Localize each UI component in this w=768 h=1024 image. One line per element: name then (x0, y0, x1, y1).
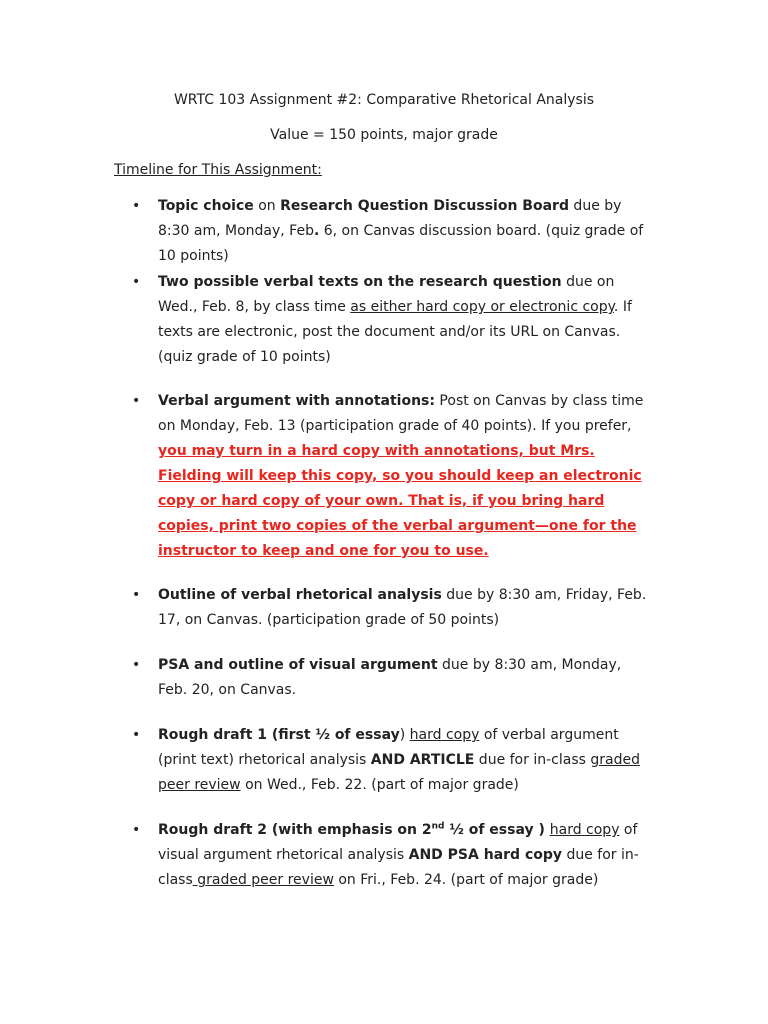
document-title: WRTC 103 Assignment #2: Comparative Rhetorical Analysis (173, 92, 595, 108)
item-bold: AND PSA hard copy (408, 847, 563, 863)
item-text: on (253, 198, 281, 214)
item-text: ) (399, 727, 410, 743)
item-bold: Outline of verbal rhetorical analysis (158, 587, 442, 603)
item-bold: Two possible verbal texts on the research question (158, 274, 562, 290)
item-text: due for in-class (474, 752, 591, 768)
item-underline: hard copy (549, 822, 620, 838)
item-bold: Verbal argument with annotations: (158, 393, 435, 409)
value-line: Value = 150 points, major grade (270, 127, 498, 143)
item-text: due by 8:30 am, Friday, Feb. 17, on Canvas. (participation grade of 50 points) (158, 587, 647, 628)
item-text: due by 8:30 am, Monday, Feb (158, 198, 622, 239)
item-text: of visual argument rhetorical analysis (158, 822, 638, 863)
list-item-outline-verbal (132, 583, 648, 633)
item-text: due on Wed., Feb. 8, by class time (158, 274, 615, 315)
bullet-icon: • (132, 198, 141, 214)
item-text: 6, on Canvas discussion board. (quiz grade of 10 points) (158, 223, 644, 264)
item-underline: graded peer review (158, 752, 640, 793)
timeline-heading: Timeline for This Assignment: (114, 162, 322, 178)
list-item-psa-outline (132, 653, 648, 703)
item-text: . If texts are electronic, post the document and/or its URL on Canvas. (quiz grade of 10 points) (158, 299, 632, 365)
item-text: on Fri., Feb. 24. (part of major grade) (333, 872, 599, 888)
item-bold: Rough draft 1 (first ½ of essay (158, 727, 400, 743)
item-text: due for in-class (158, 847, 639, 888)
list-item-verbal-argument (132, 389, 648, 564)
item-text: due by 8:30 am, Monday, Feb. 20, on Canvas. (158, 657, 622, 698)
bullet-icon: • (132, 274, 141, 290)
item-bold: Research Question Discussion Board (280, 198, 569, 214)
item-bold: ½ of essay ) (444, 822, 550, 838)
item-superscript: nd (431, 821, 445, 832)
item-text: on Wed., Feb. 22. (part of major grade) (240, 777, 519, 793)
item-underline: as either hard copy or electronic copy (350, 299, 614, 315)
item-underline: graded peer review (192, 872, 334, 888)
bullet-icon: • (132, 822, 141, 838)
bullet-icon: • (132, 393, 141, 409)
item-bold: . (313, 223, 320, 239)
bullet-icon: • (132, 657, 141, 673)
list-item-rough-draft-1 (132, 723, 648, 798)
list-item-rough-draft-2 (132, 818, 648, 893)
item-bold: Topic choice (158, 198, 254, 214)
item-underline: hard copy (409, 727, 480, 743)
list-item-topic-choice (132, 194, 648, 269)
item-bold: AND ARTICLE (370, 752, 475, 768)
red-notice: you may turn in a hard copy with annotations, but Mrs. Fielding will keep this copy, so you should keep an electronic copy or hard copy of your own. That is, if you bring hard copies, print two copies of the verbal argument—one for the instructor to keep and one for you to use. (158, 443, 642, 559)
item-bold: PSA and outline of visual argument (158, 657, 438, 673)
item-text: Post on Canvas by class time on Monday, Feb. 13 (participation grade of 40 points). If you prefer, (158, 393, 644, 434)
item-bold: Rough draft 2 (with emphasis on 2 (158, 822, 432, 838)
list-item-verbal-texts (132, 270, 648, 370)
item-text: of verbal argument (print text) rhetorical analysis (158, 727, 619, 768)
bullet-icon: • (132, 727, 141, 743)
bullet-icon: • (132, 587, 141, 603)
